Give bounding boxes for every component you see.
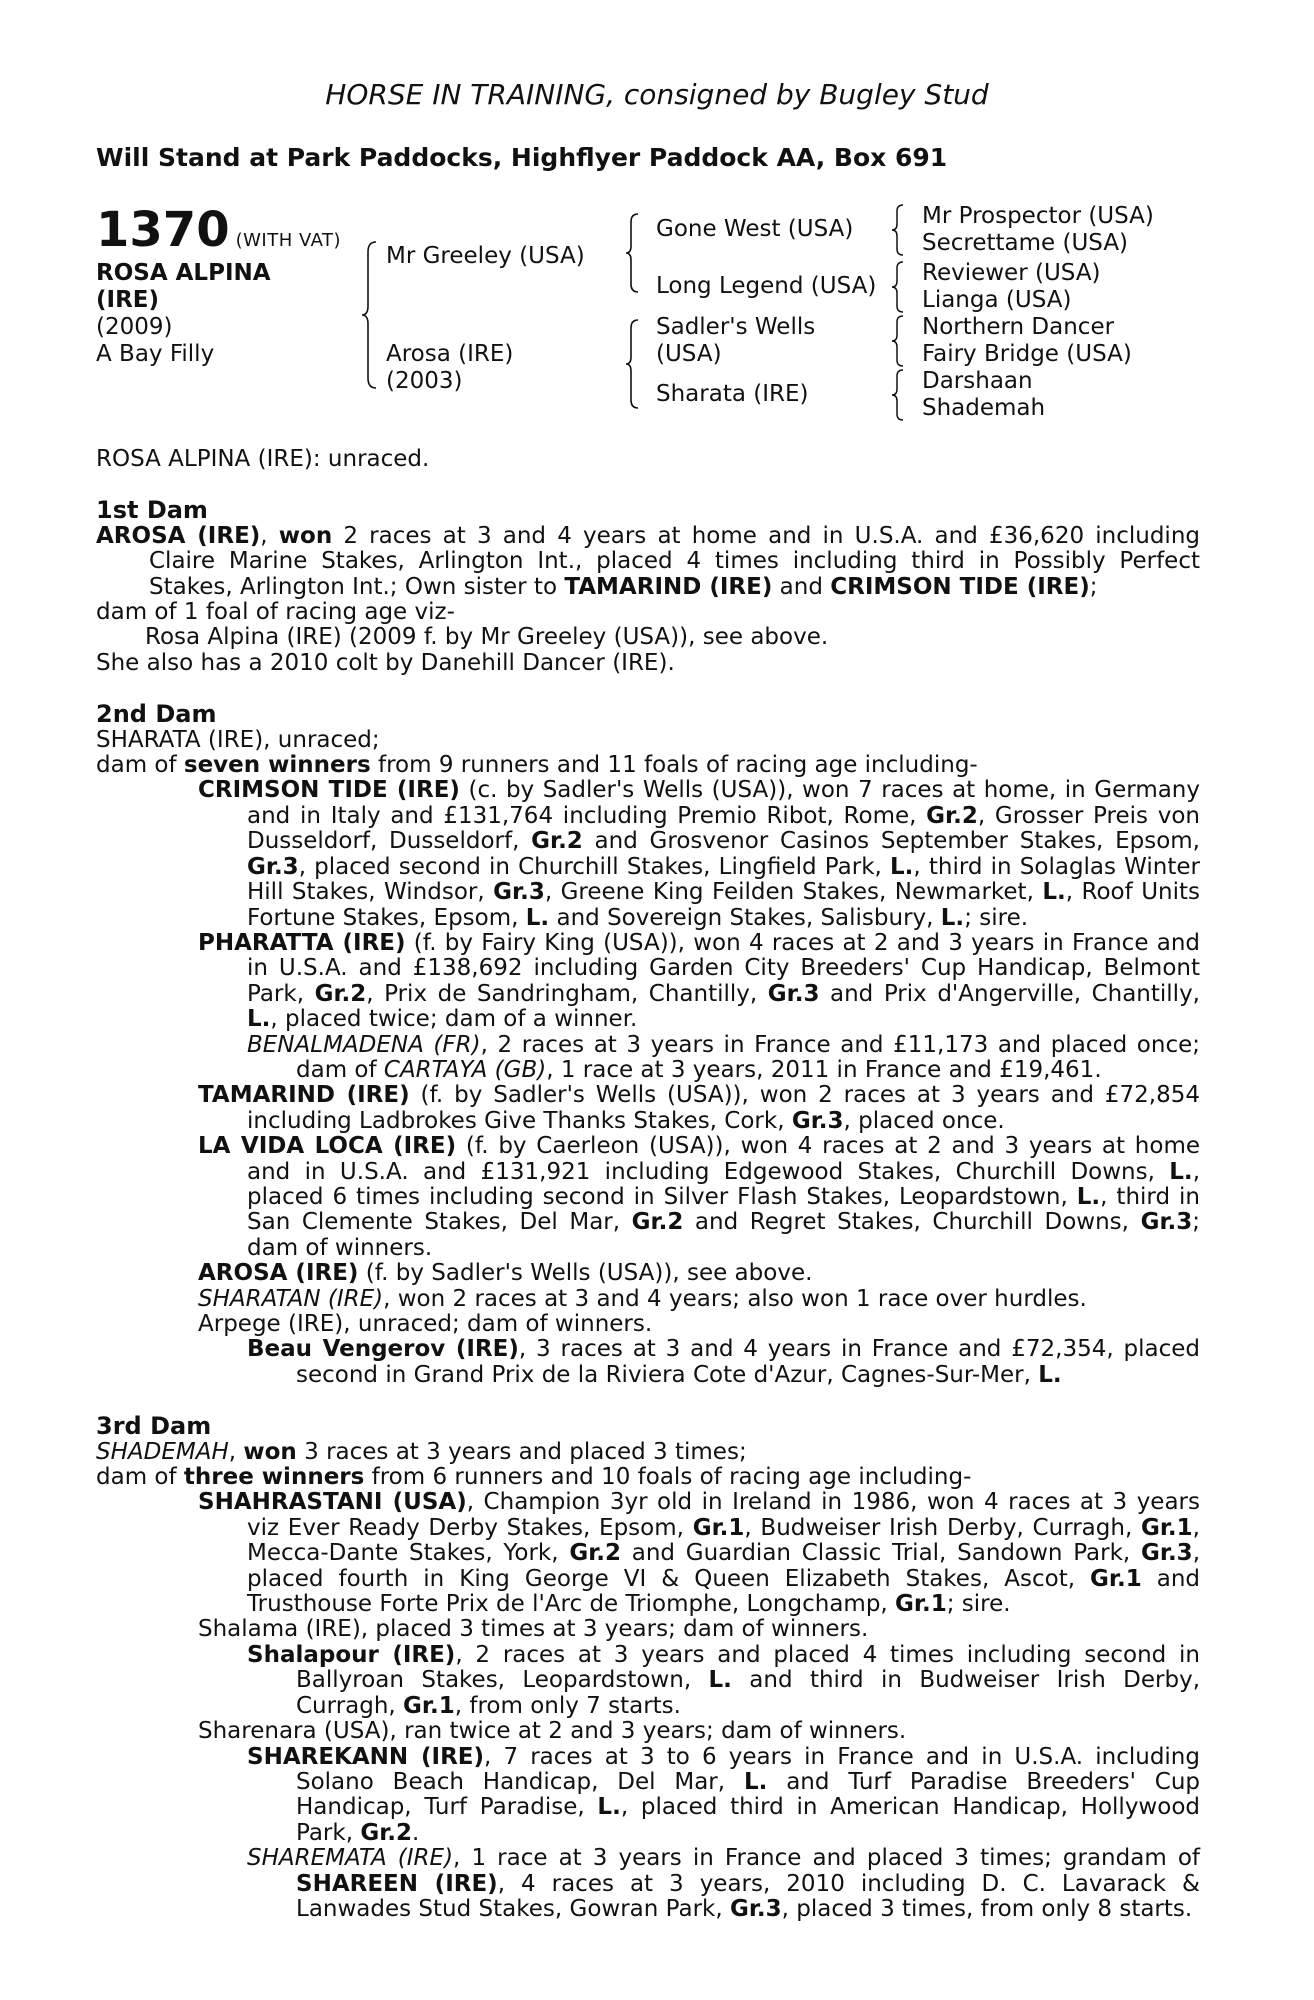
entry-text: from 9 runners and 11 foals of racing age including- bbox=[370, 752, 978, 779]
grade: Gr.1 bbox=[895, 1591, 947, 1618]
location-line: Will Stand at Park Paddocks, Highflyer Paddock AA, Box 691 bbox=[96, 143, 948, 172]
g-brace-4 bbox=[890, 368, 906, 422]
horse-name-country: (IRE) bbox=[96, 287, 160, 313]
sire-dam: Long Legend (USA) bbox=[656, 273, 877, 299]
g-brace-2 bbox=[890, 260, 906, 314]
entry-text: dam of bbox=[96, 752, 184, 779]
entry-text: 3 races at 3 years and placed 3 times; bbox=[296, 1438, 747, 1465]
horse-name: BENALMADENA (FR) bbox=[247, 1031, 481, 1058]
grade: Gr.3 bbox=[1141, 1540, 1193, 1567]
listed: L. bbox=[525, 904, 550, 931]
horse-name: SHARATAN (IRE) bbox=[198, 1285, 384, 1312]
sire: Mr Greeley (USA) bbox=[386, 243, 585, 269]
g-brace-3 bbox=[890, 314, 906, 368]
entry-text: and Sovereign Stakes, Salisbury, bbox=[549, 904, 941, 931]
listed: L. bbox=[1042, 879, 1066, 906]
grade: Gr.1 bbox=[1090, 1565, 1142, 1592]
listed: L. bbox=[708, 1667, 732, 1694]
horse-name: SHAREMATA (IRE) bbox=[247, 1845, 454, 1872]
third-dam-heading: 3rd Dam bbox=[96, 1412, 212, 1441]
entry-text: , placed fourth in King George VI & Queen Elizabeth Stakes, Ascot, bbox=[247, 1540, 1200, 1592]
entry-text: (f. by Fairy King (USA)), won 4 races at 2 and 3 years in France and in U.S.A. and £138,692 including Garden City Breeders' Cup Handicap, Belmont Park, bbox=[247, 929, 1201, 1007]
winners-count: three winners bbox=[183, 1464, 365, 1491]
g-sire-dam-sire: Reviewer (USA) bbox=[922, 260, 1101, 286]
lot-number-value: 1370 bbox=[96, 202, 230, 258]
horse-name: CRIMSON TIDE (IRE) bbox=[198, 777, 460, 804]
grade: Gr.3 bbox=[791, 1107, 844, 1134]
third-dam-produce bbox=[96, 1465, 1200, 1490]
entry-text: (c. by Sadler's Wells (USA)), won 7 races at home, in Germany and in Italy and £131,764 including Premio Ribot, Rome, bbox=[247, 777, 1201, 829]
second-dam-heading: 2nd Dam bbox=[96, 700, 217, 729]
entry-text: and third in Budweiser Irish Derby, Curragh, bbox=[296, 1667, 1201, 1719]
dam-dam: Sharata (IRE) bbox=[656, 381, 809, 407]
also-line: She also has a 2010 colt by Danehill Dancer (IRE). bbox=[96, 649, 675, 676]
entry-text: , placed third in American Handicap, Hollywood Park, bbox=[296, 1794, 1200, 1846]
entry-text: , placed 6 times including second in Silver Flash Stakes, Leopardstown, bbox=[247, 1158, 1200, 1210]
entry-crimson-tide bbox=[96, 778, 1200, 930]
entry-shalama: Shalama (IRE), placed 3 times at 3 years; dam of winners. bbox=[198, 1616, 869, 1643]
entry-text: ; bbox=[1089, 573, 1098, 600]
entry-sharenara: Sharenara (USA), ran twice at 2 and 3 years; dam of winners. bbox=[198, 1718, 907, 1745]
grade: Gr.2 bbox=[314, 980, 367, 1007]
entry-text: , 1 race at 3 years in France and placed 3 times; grandam of bbox=[453, 1845, 1200, 1872]
entry-text: and Guardian Classic Trial, Sandown Park, bbox=[621, 1540, 1141, 1567]
entry-pharatta bbox=[96, 931, 1200, 1033]
entry-arpege: Arpege (IRE), unraced; dam of winners. bbox=[198, 1311, 653, 1337]
grade: Gr.2 bbox=[360, 1819, 413, 1846]
grade: Gr.3 bbox=[247, 853, 299, 880]
horse-name: Beau Vengerov (IRE) bbox=[247, 1336, 519, 1363]
entry-text: , Roof Units Fortune Stakes, Epsom, bbox=[247, 879, 1200, 931]
entry-text: and Regret Stakes, Churchill Downs, bbox=[683, 1209, 1141, 1236]
horse-description: A Bay Filly bbox=[96, 341, 215, 367]
sire-sire: Gone West (USA) bbox=[656, 216, 854, 242]
horse-name: CARTAYA (GB) bbox=[383, 1056, 547, 1083]
g-dam-sire-dam: Fairy Bridge (USA) bbox=[922, 341, 1132, 367]
foal-line: Rosa Alpina (IRE) (2009 f. by Mr Greeley (USA)), see above. bbox=[145, 624, 829, 651]
grade: Gr.1 bbox=[1140, 1514, 1193, 1541]
entry-text: (f. by Sadler's Wells (USA)), won 2 races at 3 years and £72,854 including Ladbrokes Give Thanks Stakes, Cork, bbox=[247, 1082, 1200, 1134]
dam-name: AROSA (IRE) bbox=[96, 522, 261, 549]
sire-dam-brace bbox=[360, 240, 380, 390]
horse-name: PHARATTA (IRE) bbox=[198, 929, 406, 956]
listed: L. bbox=[889, 853, 914, 880]
horse-name: SHAREEN (IRE) bbox=[296, 1870, 498, 1897]
entry-text: and Prix d'Angerville, Chantilly, bbox=[819, 980, 1200, 1007]
entry-arosa bbox=[96, 1261, 1200, 1286]
entry-text: , Mecca-Dante Stakes, York, bbox=[247, 1514, 1200, 1567]
entry-text: , 2 races at 3 years and placed 4 times including second in Ballyroan Stakes, Leopardstown, bbox=[296, 1641, 1200, 1694]
entry-text: , 1 race at 3 years, 2011 in France and £19,461. bbox=[546, 1056, 1102, 1083]
first-dam-entry: AROSA (IRE), won 2 races at 3 and 4 years at home and in U.S.A. and £36,620 including Claire Marine Stakes, Arlington Int., placed 4 times including third in Possibly Perfect Stakes, Arlington Int.; Own sister to TAMARIND (IRE) and CRIMSON TIDE (IRE); bbox=[96, 522, 1200, 600]
entry-text: , Grosser Preis von Dusseldorf, Dusseldorf, bbox=[247, 802, 1200, 855]
dam-name: SHADEMAH bbox=[96, 1438, 229, 1465]
entry-text: , 4 races at 3 years, 2010 including D. C. Lavarack & Lanwades Stud Stakes, Gowran Park, bbox=[296, 1870, 1200, 1922]
grade: Gr.3 bbox=[1140, 1209, 1193, 1236]
horse-name: Shalapour (IRE) bbox=[247, 1641, 456, 1668]
second-dam-produce bbox=[96, 753, 1200, 778]
entry-text: , Champion 3yr old in Ireland in 1986, won 4 races at 3 years viz Ever Ready Derby Stakes, Epsom, bbox=[247, 1489, 1200, 1541]
entry-text: from 6 runners and 10 foals of racing age including- bbox=[364, 1464, 972, 1491]
entry-text: , placed once. bbox=[843, 1107, 1005, 1134]
grade: Gr.3 bbox=[493, 879, 545, 906]
entry-text: , third in Solaglas Winter Hill Stakes, Windsor, bbox=[247, 853, 1200, 906]
entry-text: , placed second in Churchill Stakes, Lingfield Park, bbox=[298, 853, 890, 880]
sire-line-brace bbox=[624, 212, 642, 294]
dam-sire-country: (USA) bbox=[656, 341, 722, 367]
won-label: won bbox=[278, 522, 333, 549]
entry-text: , Greene King Feilden Stakes, Newmarket, bbox=[544, 879, 1043, 906]
entry-text: ; sire. bbox=[964, 904, 1029, 931]
horse-name: SHAHRASTANI (USA) bbox=[198, 1489, 467, 1516]
entry-text: , 2 races at 3 years in France and £11,173 and placed once; dam of bbox=[296, 1031, 1200, 1083]
entry-sharatan bbox=[96, 1287, 1200, 1312]
foaling-year: (2009) bbox=[96, 314, 173, 340]
listed: L. bbox=[1038, 1361, 1062, 1388]
consignment-title: HORSE IN TRAINING, consigned by Bugley Stud bbox=[325, 78, 989, 111]
entry-text: , from only 7 starts. bbox=[454, 1692, 681, 1719]
entry-text: , 3 races at 3 and 4 years in France and £72,354, placed second in Grand Prix de la Riviera Cote d'Azur, Cagnes-Sur-Mer, bbox=[296, 1336, 1200, 1388]
entry-text: ; dam of winners. bbox=[247, 1209, 1200, 1261]
grade: Gr.3 bbox=[729, 1895, 782, 1922]
listed: L. bbox=[1169, 1158, 1193, 1185]
grade: Gr.2 bbox=[531, 828, 583, 855]
grade: Gr.1 bbox=[692, 1514, 745, 1541]
grade: Gr.2 bbox=[631, 1209, 684, 1236]
entry-sharekann bbox=[96, 1745, 1200, 1847]
entry-text: , third in San Clemente Stakes, Del Mar, bbox=[247, 1183, 1201, 1236]
dam-of-line: dam of 1 foal of racing age viz- bbox=[96, 599, 455, 626]
listed: L. bbox=[247, 1006, 271, 1033]
grade: Gr.3 bbox=[767, 980, 820, 1007]
entry-text: and bbox=[772, 573, 831, 600]
listed: L. bbox=[940, 904, 965, 931]
second-dam-name: SHARATA (IRE), unraced; bbox=[96, 726, 380, 753]
dam-sire: Sadler's Wells bbox=[656, 314, 816, 340]
dam-line-brace bbox=[624, 318, 642, 410]
dam: Arosa (IRE) bbox=[386, 341, 514, 367]
vat-label: (WITH VAT) bbox=[235, 230, 342, 251]
g-sire-dam-dam: Lianga (USA) bbox=[922, 287, 1072, 313]
g-sire-sire-sire: Mr Prospector (USA) bbox=[922, 203, 1154, 229]
entry-text: ; sire. bbox=[946, 1591, 1011, 1618]
horse-name: AROSA (IRE) bbox=[198, 1260, 359, 1287]
listed: L. bbox=[743, 1768, 768, 1795]
intro-line: ROSA ALPINA (IRE): unraced. bbox=[96, 446, 430, 472]
entry-shalapour bbox=[96, 1643, 1200, 1719]
entry-text: , Budweiser Irish Derby, Curragh, bbox=[744, 1514, 1141, 1541]
entry-text: , placed twice; dam of a winner. bbox=[270, 1006, 638, 1033]
winners-count: seven winners bbox=[183, 752, 371, 779]
horse-name: ROSA ALPINA bbox=[96, 260, 271, 286]
g-dam-dam-dam: Shademah bbox=[922, 395, 1046, 421]
entry-text: (f. by Sadler's Wells (USA)), see above. bbox=[358, 1260, 813, 1287]
first-dam-heading: 1st Dam bbox=[96, 496, 208, 525]
entry-text: (f. by Caerleon (USA)), won 4 races at 2 and 3 years at home and in U.S.A. and £131,921 including Edgewood Stakes, Churchill Downs, bbox=[247, 1133, 1200, 1185]
won-label: won bbox=[243, 1438, 297, 1465]
entry-tamarind bbox=[96, 1083, 1200, 1134]
entry-text: , 7 races at 3 to 6 years in France and in U.S.A. including Solano Beach Handicap, Del Mar, bbox=[296, 1743, 1200, 1795]
grade: Gr.1 bbox=[403, 1692, 455, 1719]
grade: Gr.2 bbox=[926, 802, 978, 829]
catalogue-body bbox=[96, 447, 1200, 1922]
horse-name: TAMARIND (IRE) bbox=[198, 1082, 410, 1109]
entry-text: and Turf Paradise Breeders' Cup Handicap, Turf Paradise, bbox=[296, 1768, 1200, 1821]
horse-name: LA VIDA LOCA (IRE) bbox=[198, 1133, 457, 1160]
lot-number bbox=[96, 202, 342, 258]
entry-text: dam of bbox=[96, 1464, 184, 1491]
entry-beau-vengerov bbox=[96, 1337, 1200, 1388]
entry-la-vida-loca bbox=[96, 1134, 1200, 1261]
horse-name: SHAREKANN (IRE) bbox=[247, 1743, 484, 1770]
listed: L. bbox=[597, 1794, 621, 1821]
sister-name: TAMARIND (IRE) bbox=[564, 573, 773, 600]
g-sire-sire-dam: Secrettame (USA) bbox=[922, 230, 1129, 256]
g-brace-1 bbox=[890, 203, 906, 257]
listed: L. bbox=[1076, 1183, 1101, 1210]
entry-text: , Prix de Sandringham, Chantilly, bbox=[366, 980, 768, 1007]
entry-text: 2 races at 3 and 4 years at home and in U.S.A. and £36,620 including Claire Marine Stakes, Arlington Int., placed 4 times including third in Possibly Perfect Stakes, Arlington Int.; Own sister to bbox=[149, 522, 1200, 600]
entry-sharemata bbox=[96, 1846, 1200, 1922]
entry-text: , placed 3 times, from only 8 starts. bbox=[781, 1895, 1193, 1922]
entry-shahrastani bbox=[96, 1490, 1200, 1617]
sister-name: CRIMSON TIDE (IRE) bbox=[830, 573, 1090, 600]
entry-text: , won 2 races at 3 and 4 years; also won 1 race over hurdles. bbox=[383, 1285, 1087, 1312]
grade: Gr.2 bbox=[569, 1540, 621, 1567]
g-dam-sire-sire: Northern Dancer bbox=[922, 314, 1115, 340]
entry-benalmadena bbox=[96, 1033, 1200, 1084]
third-dam-entry: SHADEMAH, won 3 races at 3 years and placed 3 times; bbox=[96, 1438, 747, 1465]
entry-text: . bbox=[412, 1819, 420, 1846]
entry-text: and Trusthouse Forte Prix de l'Arc de Triomphe, Longchamp, bbox=[247, 1565, 1200, 1618]
dam-year: (2003) bbox=[386, 368, 463, 394]
g-dam-dam-sire: Darshaan bbox=[922, 368, 1033, 394]
entry-text: and Grosvenor Casinos September Stakes, Epsom, bbox=[582, 828, 1200, 855]
